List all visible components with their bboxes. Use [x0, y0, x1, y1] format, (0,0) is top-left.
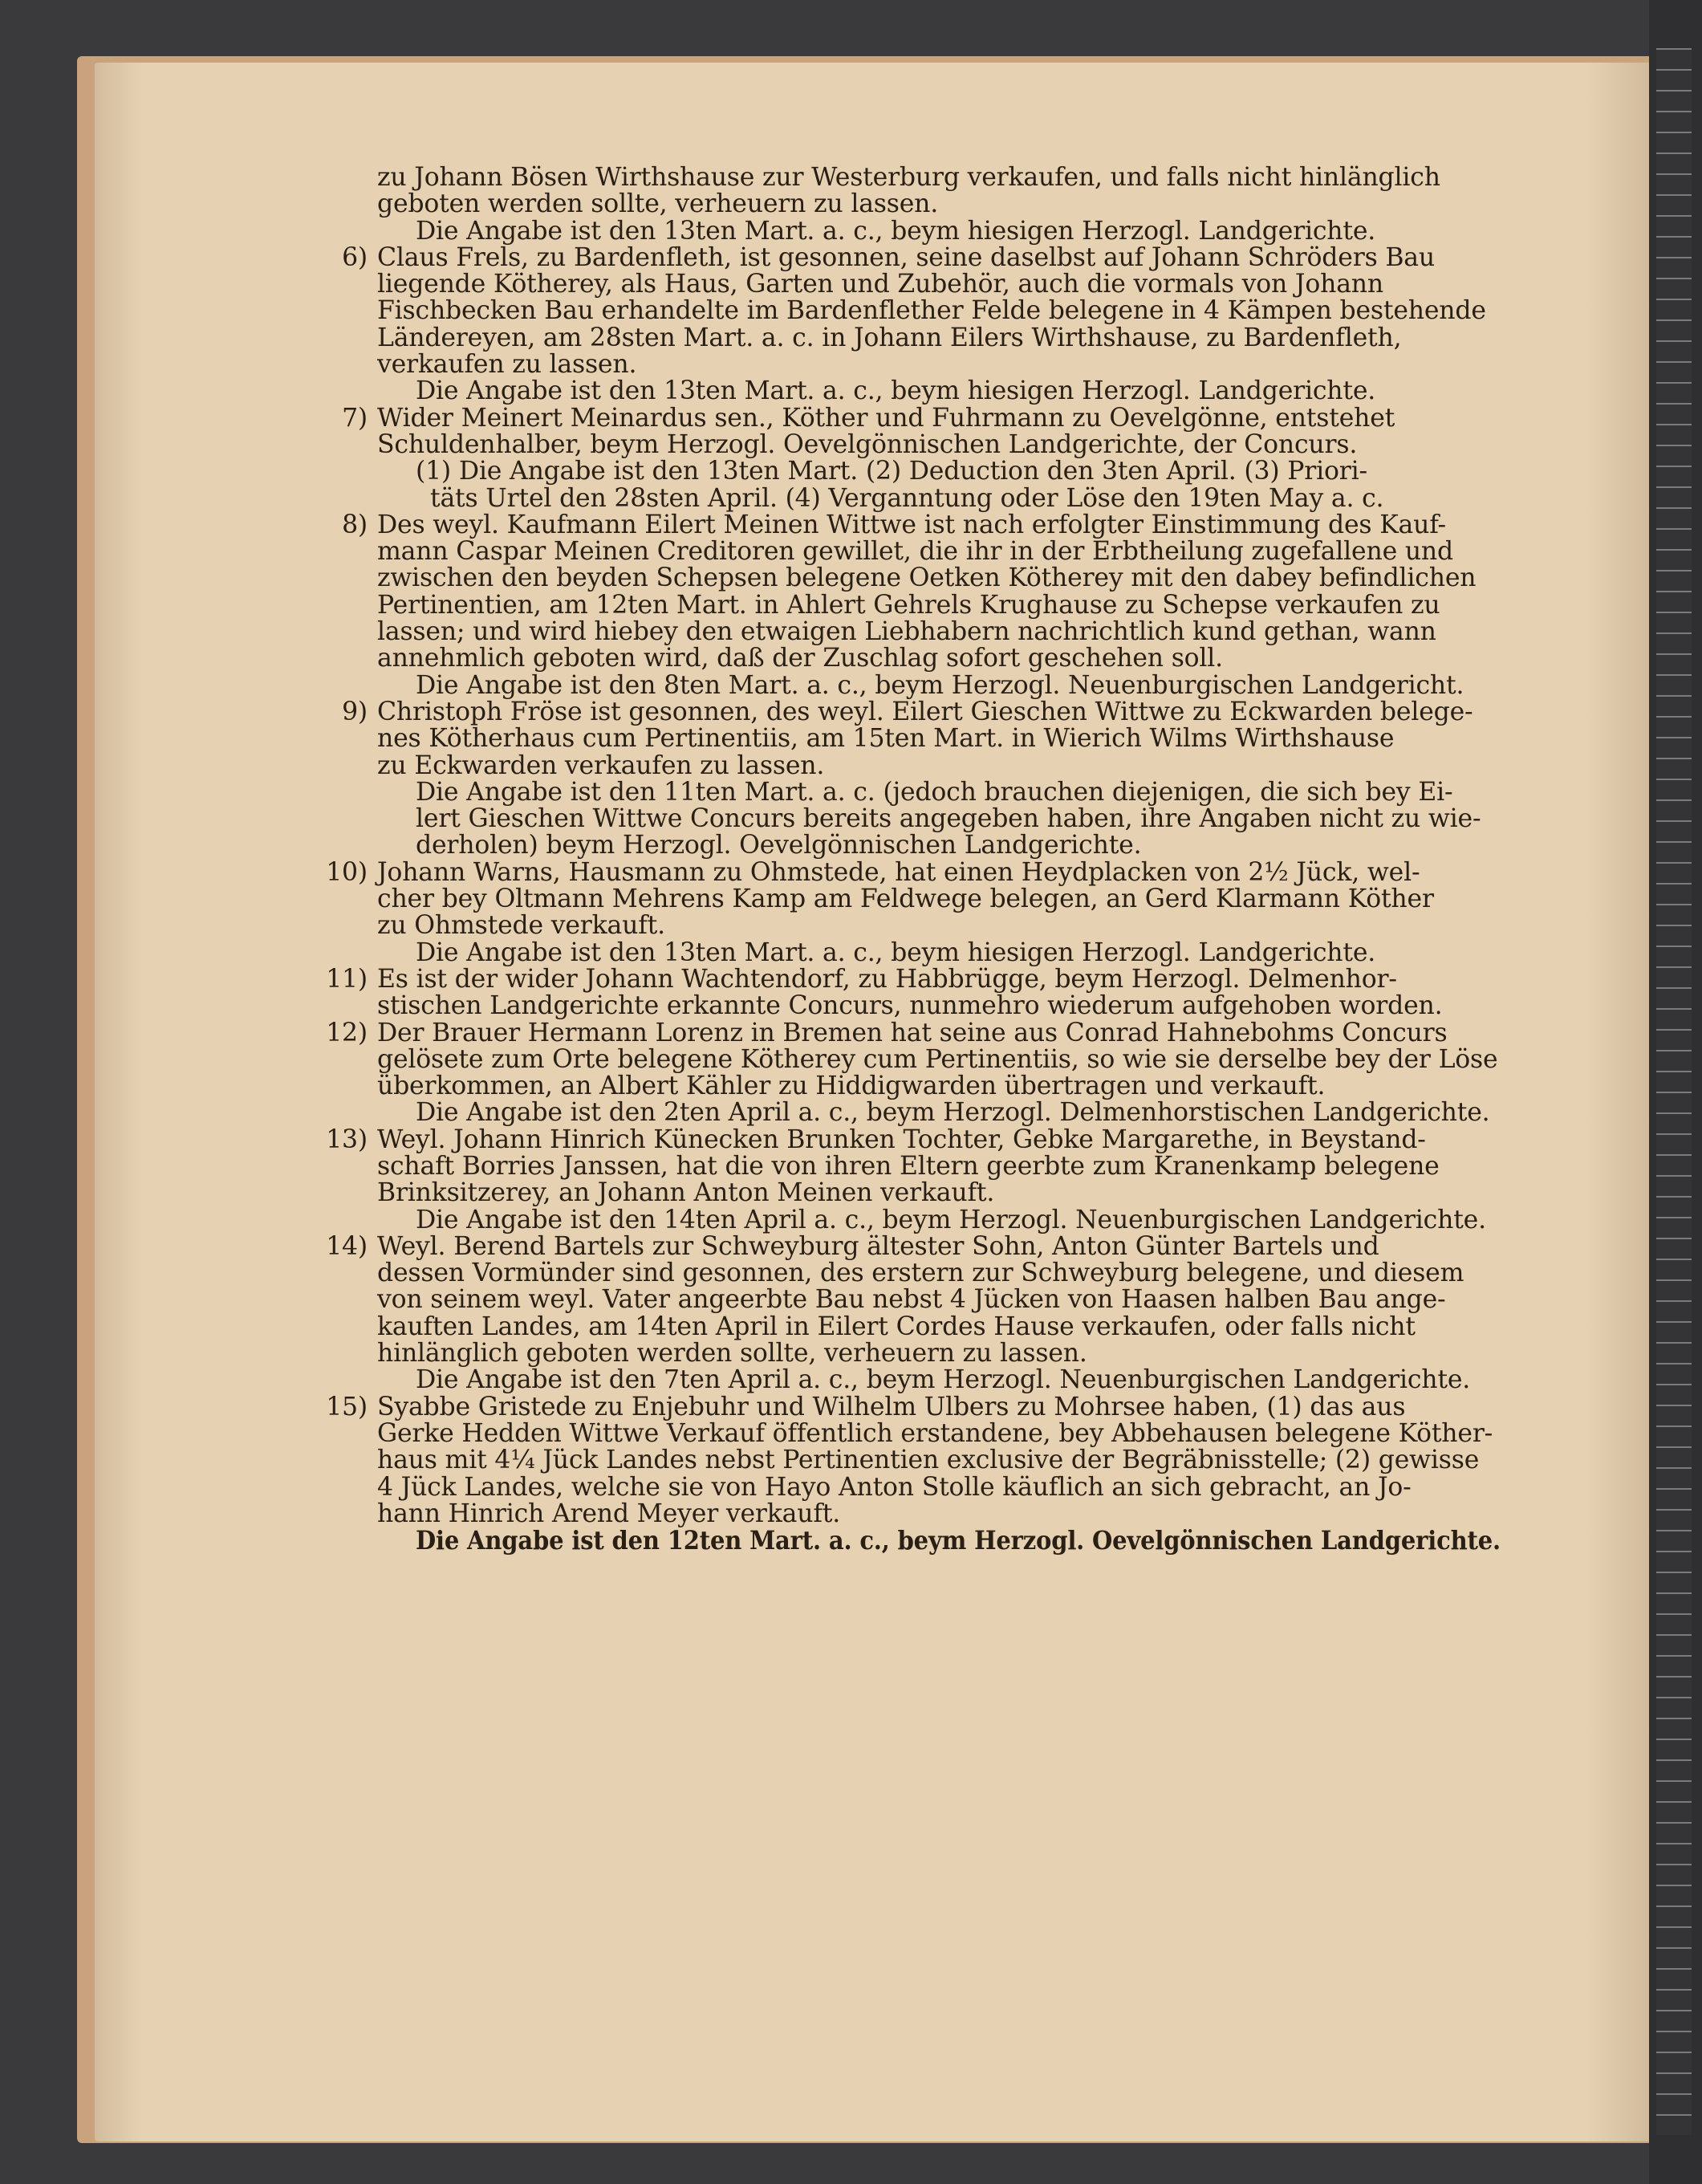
entry-number: 14): [326, 1231, 368, 1261]
line-text: verkaufen zu lassen.: [377, 350, 637, 380]
line-text: Die Angabe ist den 7ten April a. c., beym Herzogl. Neuenburgischen Landgerichte.: [416, 1365, 1471, 1395]
text-line: [377, 619, 1501, 645]
line-text: täts Urtel den 28sten April. (4) Verganntung oder Löse den 19ten May a. c.: [430, 483, 1384, 513]
line-text: Schuldenhalber, beym Herzogl. Oevelgönnischen Landgerichte, der Concurs.: [377, 429, 1358, 459]
line-text: Der Brauer Hermann Lorenz in Bremen hat seine aus Conrad Hahnebohms Concurs: [377, 1018, 1448, 1047]
entry: [326, 964, 1501, 1021]
text-line: [377, 271, 1501, 298]
text-line: [377, 458, 1501, 485]
line-text: Wider Meinert Meinardus sen., Köther und Fuhrmann zu Oevelgönne, entstehet: [377, 403, 1395, 433]
line-text: Des weyl. Kaufmann Eilert Meinen Wittwe ist nach erfolgter Einstimmung des Kauf-: [377, 510, 1446, 539]
line-text: 4 Jück Landes, welche sie von Hayo Anton Stolle käuflich an sich gebracht, an Jo-: [377, 1472, 1412, 1502]
line-text: annehmlich geboten wird, daß der Zuschlag sofort geschehen soll.: [377, 644, 1223, 673]
text-line: [377, 165, 1501, 191]
text-line: [377, 1501, 1501, 1527]
measurement-ruler: [1656, 48, 1692, 2135]
line-text: nes Kötherhaus cum Pertinentiis, am 15ten Mart. in Wierich Wilms Wirthshause: [377, 724, 1395, 754]
line-text: Ländereyen, am 28sten Mart. a. c. in Johann Eilers Wirthshause, zu Bardenfleth,: [377, 323, 1402, 352]
line-text: Claus Frels, zu Bardenfleth, ist gesonnen, seine daselbst auf Johann Schröders Bau: [377, 242, 1435, 272]
page-text: [326, 163, 1501, 1556]
line-text: zu Ohmstede verkauft.: [377, 911, 665, 941]
entry: [326, 1392, 1501, 1556]
line-text: hinlänglich geboten werden sollte, verheuern zu lassen.: [377, 1339, 1087, 1369]
text-line: [326, 1125, 1501, 1154]
text-line: [377, 832, 1501, 859]
line-text: Die Angabe ist den 8ten Mart. a. c., beym Herzogl. Neuenburgischen Landgericht.: [416, 670, 1464, 700]
line-text: Die Angabe ist den 13ten Mart. a. c., beym hiesigen Herzogl. Landgerichte.: [416, 937, 1376, 967]
text-line: [377, 886, 1501, 913]
text-line: [377, 993, 1501, 1019]
entry: [326, 1125, 1501, 1234]
text-line: [377, 1367, 1501, 1393]
text-line: [377, 218, 1501, 245]
text-line: [377, 806, 1501, 832]
entry-number: 8): [342, 510, 368, 539]
text-line: [377, 1474, 1501, 1501]
line-text: lert Gieschen Wittwe Concurs bereits angegeben haben, ihre Angaben nicht zu wie-: [416, 804, 1481, 834]
line-text: Es ist der wider Johann Wachtendorf, zu Habbrügge, beym Herzogl. Delmenhor-: [377, 964, 1397, 994]
entry: [326, 1018, 1501, 1128]
text-line: [326, 857, 1501, 887]
line-text: schaft Borries Janssen, hat die von ihren Eltern geerbte zum Kranenkamp belegene: [377, 1151, 1440, 1181]
line-text: zu Johann Bösen Wirthshause zur Westerburg verkaufen, und falls nicht hinlänglich: [377, 163, 1440, 192]
entry-number: 10): [326, 857, 368, 887]
text-line: [377, 1527, 1501, 1554]
text-line: [377, 779, 1501, 806]
text-line: [377, 1044, 1501, 1074]
line-text: (1) Die Angabe ist den 13ten Mart. (2) Deduction den 3ten April. (3) Priori-: [416, 457, 1367, 486]
entry-number: 13): [326, 1125, 368, 1154]
text-line: [377, 325, 1501, 352]
line-text: überkommen, an Albert Kähler zu Hiddigwarden übertragen und verkauft.: [377, 1072, 1326, 1101]
line-text: kauften Landes, am 14ten April in Eilert Cordes Hause verkaufen, oder falls nicht: [377, 1312, 1416, 1341]
line-text: Fischbecken Bau erhandelte im Bardenflether Felde belegene in 4 Kämpen bestehende: [377, 296, 1486, 326]
text-line: [377, 913, 1501, 939]
entry-number: 11): [326, 964, 368, 994]
line-text: Die Angabe ist den 11ten Mart. a. c. (jedoch brauchen diejenigen, die sich bey Ei-: [416, 777, 1453, 807]
line-text: geboten werden sollte, verheuern zu lassen.: [377, 189, 939, 219]
line-text: Die Angabe ist den 13ten Mart. a. c., beym hiesigen Herzogl. Landgerichte.: [416, 376, 1376, 406]
entry-number: 6): [342, 242, 368, 272]
entry: [326, 1231, 1501, 1395]
text-line: [377, 483, 1501, 513]
text-line: [377, 1287, 1501, 1313]
line-text: Die Angabe ist den 14ten April a. c., beym Herzogl. Neuenburgischen Landgerichte.: [416, 1205, 1486, 1234]
text-line: [377, 1314, 1501, 1340]
text-line: [326, 964, 1501, 994]
line-text: Gerke Hedden Wittwe Verkauf öffentlich erstandene, bey Abbehausen belegene Köther-: [377, 1418, 1493, 1448]
text-line: [377, 1073, 1501, 1100]
line-text: stischen Landgerichte erkannte Concurs, nunmehro wiederum aufgehoben worden.: [377, 991, 1443, 1021]
line-text: cher bey Oltmann Mehrens Kamp am Feldwege belegen, an Gerd Klarmann Köther: [377, 885, 1434, 914]
text-line: [377, 539, 1501, 565]
line-text: gelösete zum Orte belegene Kötherey cum Pertinentiis, so wie sie derselbe bey der Löse: [377, 1044, 1498, 1074]
text-line: [377, 429, 1501, 459]
text-line: [377, 191, 1501, 218]
text-line: [377, 352, 1501, 378]
text-line: [377, 1447, 1501, 1474]
line-text: zwischen den beyden Schepsen belegene Oetken Kötherey mit den dabey befindlichen: [377, 563, 1477, 593]
entry: [342, 242, 1501, 406]
line-text: Christoph Fröse ist gesonnen, des weyl. Eilert Gieschen Wittwe zu Eckwarden belege-: [377, 697, 1473, 726]
line-text: Die Angabe ist den 2ten April a. c., beym Herzogl. Delmenhorstischen Landgerichte.: [416, 1098, 1490, 1128]
text-line: [342, 510, 1501, 539]
line-text: lassen; und wird hiebey den etwaigen Liebhabern nachrichtlich kund gethan, wann: [377, 617, 1436, 647]
entry: [326, 857, 1501, 967]
entry-number: 7): [342, 403, 368, 433]
text-line: [326, 1392, 1501, 1421]
text-line: [342, 697, 1501, 726]
text-line: [377, 670, 1501, 700]
text-line: [377, 1100, 1501, 1126]
text-line: [377, 726, 1501, 752]
text-line: [377, 937, 1501, 967]
line-text: zu Eckwarden verkaufen zu lassen.: [377, 750, 825, 780]
text-line: [342, 242, 1501, 272]
text-line: [342, 403, 1501, 433]
text-line: [377, 750, 1501, 780]
entry: [342, 697, 1501, 860]
text-line: [377, 1418, 1501, 1448]
text-line: [377, 1260, 1501, 1287]
entry: [342, 510, 1501, 700]
entry: [342, 403, 1501, 513]
text-line: [377, 565, 1501, 592]
entry-number: 12): [326, 1018, 368, 1047]
text-line: [377, 1340, 1501, 1367]
entry-number: 9): [342, 697, 368, 726]
line-text: Die Angabe ist den 12ten Mart. a. c., beym Herzogl. Oevelgönnischen Landgerichte.: [416, 1526, 1501, 1556]
line-text: Weyl. Johann Hinrich Künecken Brunken Tochter, Gebke Margarethe, in Beystand-: [377, 1125, 1426, 1154]
line-text: von seinem weyl. Vater angeerbte Bau nebst 4 Jücken von Haasen halben Bau ange-: [377, 1285, 1446, 1315]
text-line: [377, 1207, 1501, 1234]
text-line: [377, 298, 1501, 324]
line-text: haus mit 4¼ Jück Landes nebst Pertinentien exclusive der Begräbnisstelle; (2) gewisse: [377, 1446, 1480, 1475]
line-text: Johann Warns, Hausmann zu Ohmstede, hat einen Heydplacken von 2½ Jück, wel-: [377, 857, 1420, 887]
line-text: Weyl. Berend Bartels zur Schweyburg ältester Sohn, Anton Günter Bartels und: [377, 1231, 1379, 1261]
entry: [377, 165, 1501, 245]
line-text: Pertinentien, am 12ten Mart. in Ahlert Gehrels Krughause zu Schepse verkaufen zu: [377, 590, 1440, 620]
line-text: Syabbe Gristede zu Enjebuhr und Wilhelm Ulbers zu Mohrsee haben, (1) das aus: [377, 1392, 1406, 1421]
line-text: mann Caspar Meinen Creditoren gewillet, die ihr in der Erbtheilung zugefallene und: [377, 537, 1453, 567]
text-line: [377, 1180, 1501, 1206]
text-line: [377, 378, 1501, 405]
line-text: Die Angabe ist den 13ten Mart. a. c., beym hiesigen Herzogl. Landgerichte.: [416, 216, 1376, 246]
text-line: [377, 645, 1501, 672]
text-line: [326, 1018, 1501, 1047]
line-text: hann Hinrich Arend Meyer verkauft.: [377, 1499, 841, 1528]
line-text: liegende Kötherey, als Haus, Garten und Zubehör, auch die vormals von Johann: [377, 270, 1383, 299]
text-line: [326, 1231, 1501, 1261]
line-text: Brinksitzerey, an Johann Anton Meinen verkauft.: [377, 1178, 995, 1208]
text-line: [377, 592, 1501, 619]
line-text: derholen) beym Herzogl. Oevelgönnischen Landgerichte.: [416, 831, 1142, 860]
line-text: dessen Vormünder sind gesonnen, des erstern zur Schweyburg belegene, und diesem: [377, 1259, 1464, 1288]
text-line: [377, 1153, 1501, 1180]
entry-number: 15): [326, 1392, 368, 1421]
